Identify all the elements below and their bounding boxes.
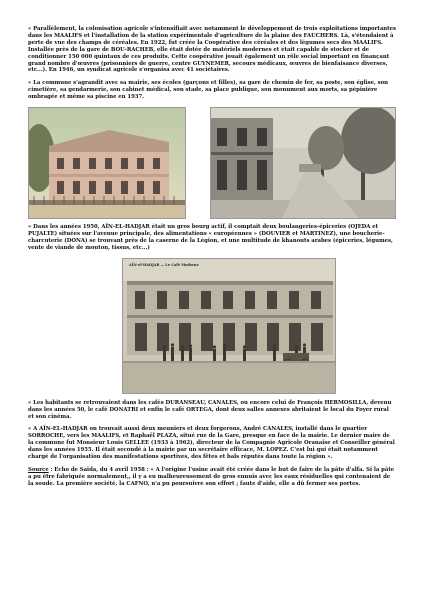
photo-street-view: [210, 107, 396, 219]
photo-caption: AÏN-el-HADJAR — Le Café Moderne: [129, 262, 199, 267]
photo-row-top: [28, 107, 396, 219]
paragraph-cafes: « Les habitants se retrouvaient dans les cafés DURANSEAU, CANALES, ou encore celui de François HERMOSILLA, devenu dans les années 50, le café DONATRI et enfin le café ORTEGA, dont deux salles annexes abritaient le local du Foyer rural et son cinéma.: [28, 399, 392, 420]
source-text: : Echo de Saïda, du 4 avril 1958 : « A l'origine l'usine avait été créée dans le but de faire de la pâte d'alfa. Si la pâte a pu être fabriquée normalement,, il y a eu malheureusement de gros ennuis avec les eaux résiduelles qui contenaient de la soude. La première société, la CAFNO, n'a pu poursuivre son effort ; faute d'aide, elle a dû fermer ses portes.: [28, 466, 395, 487]
paragraph-colonisation: « Parallèlement, la colonisation agricole s'intensifiait avec notamment le développement de trois exploitations importantes dans les MAALIFS et l'installation de la station expérimentale d'agriculture de la plaine des FAUCHERS. Là, s'étendaient à perte de vue des champs de céréales. En 1922, fut créée la Coopérative des céréales et des légumes secs des MAALIFS. Installée près de la gare de BOU-RACHEB, elle était dotée de matériels modernes et était capable de stocker et de conditionner 150 000 quintaux de ces produits. Cette coopérative jouait également un rôle social important en finançant grand nombre d'œuvres (prisonniers de guerre, centre GUYNEMER, secours médicaux, œuvres de bienfaisance diverses, etc...). En 1946, un syndicat agricole s'organisa avec 41 sociétaires.: [28, 26, 396, 74]
source-label: Source: [28, 466, 49, 473]
photo-cafe-moderne: [122, 258, 336, 394]
paragraph-commune: « La commune s'agrandit avec sa mairie, ses écoles (garçons et filles), sa gare de chemin de fer, sa poste, son église, son cimetière, sa gendarmerie, son cabinet médical, son stade, sa place publique, son monument aux morts, sa pépinière ombragée et même sa piscine en 1937.: [28, 80, 389, 101]
paragraph-bourg: « Dans les années 1950, AÏN-EL-HADJAR était un gros bourg actif, il comptait deux boulangeries-épiceries (OJEDA et PUJALTE) situées sur l'avenue principale, des alimentations « européennes » (DOUVIER et MARTINEZ), une boucherie-charcuterie (DONA) se trouvant près de la caserne de la Légion, et une multitude de khanouts arabes (épiceries, légumes, vente de viande de mouton, tissus, etc...): [28, 224, 393, 251]
document-page: [28, 26, 396, 488]
paragraph-source: [28, 467, 396, 488]
paragraph-meuniers: « A AÏN-EL-HADJAR on trouvait aussi deux meuniers et deux forgerons, André CANALES, installé dans le quartier SORROCHE, vers les MAALIFS, et Raphaël PLAZA, situé rue de la Gare, presque en face de la mairie. Le dernier maire de la commune fut Monsieur Louis GELLEE (1933 à 1962), directeur de la Compagnie Agricole Oranaise et Conseiller général dans les années 1955. Il était secondé à la mairie par un secrétaire efficace, M. LOPEZ. C'est lui qui était notamment chargé de l'organisation des manifestations sportives, des fêtes et bals réputés dans toute la région ».: [28, 426, 395, 461]
photo-school-building: [28, 107, 186, 219]
